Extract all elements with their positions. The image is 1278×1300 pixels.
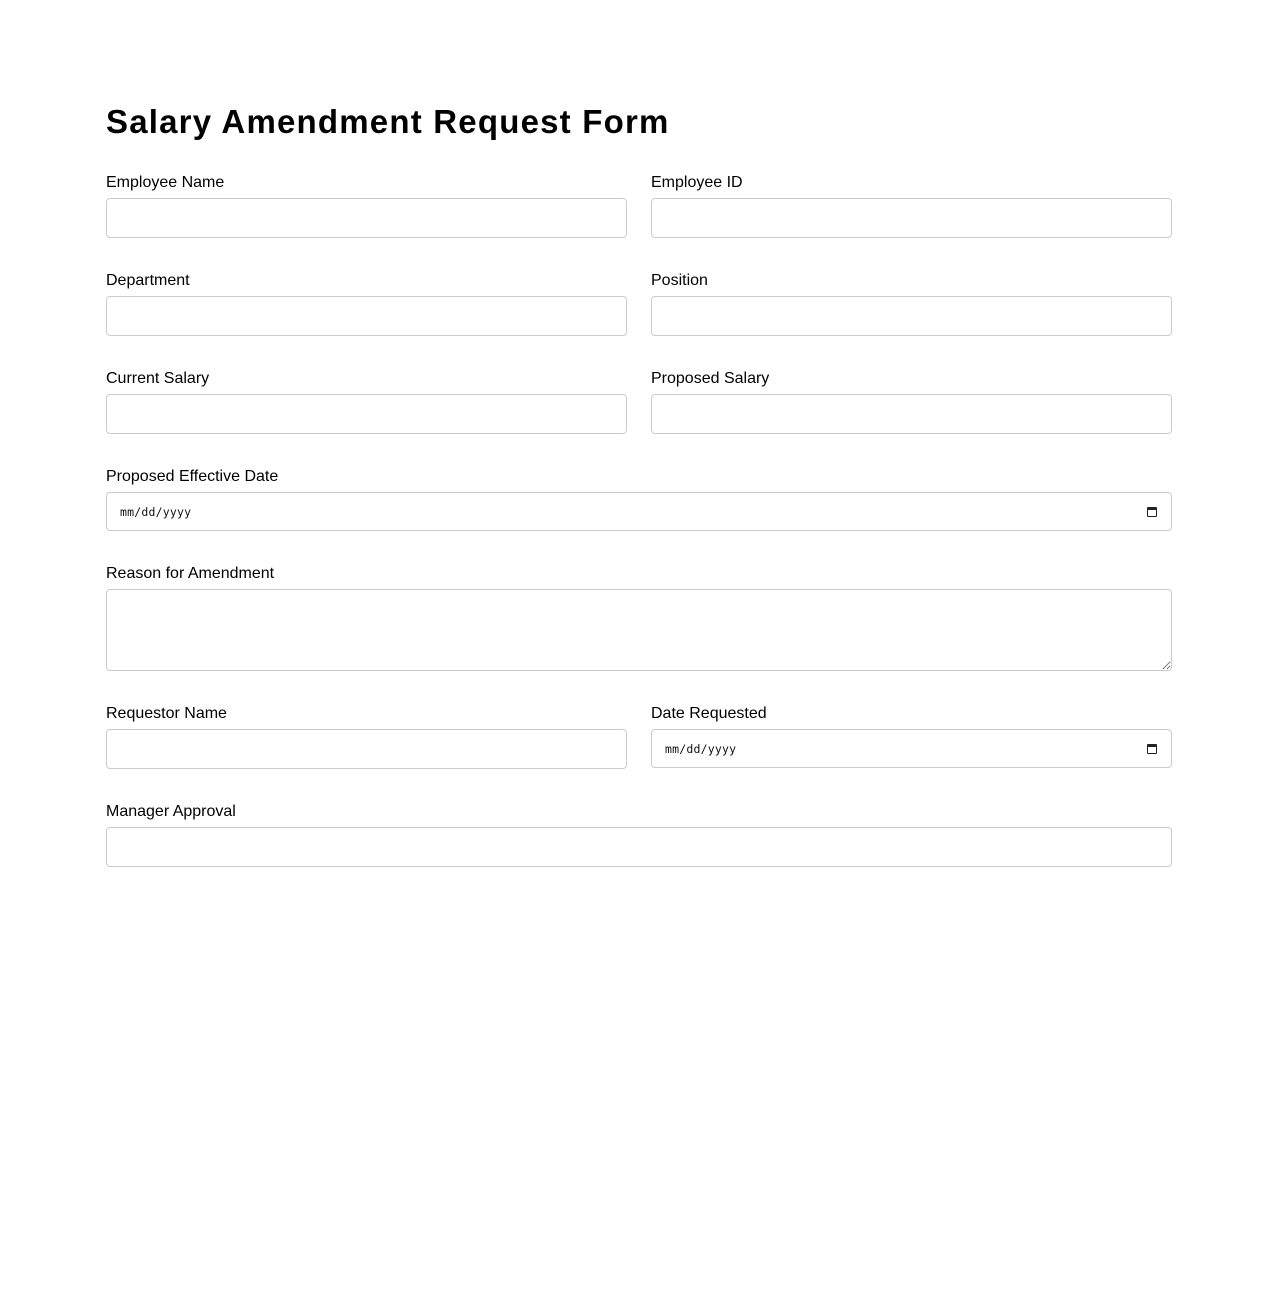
date-placeholder: mm/dd/yyyy <box>665 741 737 756</box>
current-salary-label: Current Salary <box>106 370 210 387</box>
position-label: Position <box>651 272 708 289</box>
calendar-icon[interactable] <box>1147 744 1157 754</box>
date-requested-input[interactable] <box>651 729 1172 768</box>
requestor-name-group <box>106 705 627 723</box>
employee-id-group <box>651 174 1172 192</box>
calendar-icon[interactable] <box>1147 507 1157 517</box>
position-group <box>651 272 1172 290</box>
proposed-salary-group <box>651 370 1172 388</box>
department-label: Department <box>106 272 190 289</box>
requestor-name-input[interactable] <box>106 729 627 769</box>
employee-id-label: Employee ID <box>651 174 743 191</box>
manager-approval-label: Manager Approval <box>106 803 236 820</box>
page-title: Salary Amendment Request Form <box>106 103 670 140</box>
position-input[interactable] <box>651 296 1172 336</box>
proposed-effective-date-input[interactable] <box>106 492 1172 531</box>
employee-name-input[interactable] <box>106 198 627 238</box>
current-salary-input[interactable] <box>106 394 627 434</box>
employee-name-group <box>106 174 627 192</box>
date-requested-group <box>651 705 1172 756</box>
department-input[interactable] <box>106 296 627 336</box>
date-placeholder: mm/dd/yyyy <box>120 504 192 519</box>
proposed-salary-label: Proposed Salary <box>651 370 770 387</box>
proposed-salary-input[interactable] <box>651 394 1172 434</box>
proposed-effective-date-label: Proposed Effective Date <box>106 468 279 485</box>
proposed-effective-date-group <box>106 468 1172 519</box>
reason-for-amendment-group <box>106 565 1172 583</box>
manager-approval-group <box>106 803 1172 821</box>
manager-approval-input[interactable] <box>106 827 1172 867</box>
current-salary-group <box>106 370 627 388</box>
reason-for-amendment-label: Reason for Amendment <box>106 565 275 582</box>
employee-name-label: Employee Name <box>106 174 225 191</box>
date-requested-label: Date Requested <box>651 705 767 722</box>
reason-for-amendment-textarea[interactable] <box>106 589 1172 671</box>
requestor-name-label: Requestor Name <box>106 705 227 722</box>
employee-id-input[interactable] <box>651 198 1172 238</box>
department-group <box>106 272 627 290</box>
